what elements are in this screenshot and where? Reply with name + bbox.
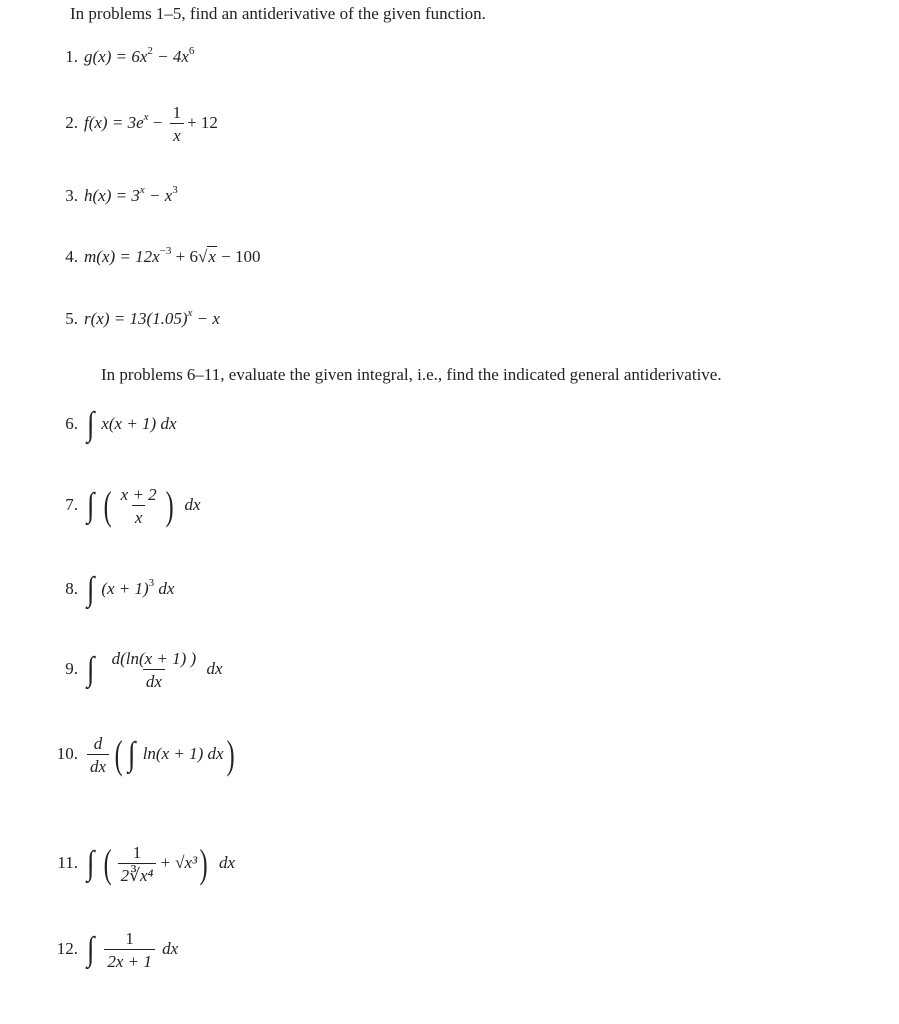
fraction: $\frac{1}{\text{2∛x⁴}}$ <box>118 844 157 884</box>
integral-sign: ∫ <box>128 736 136 773</box>
fraction: $\frac{1}{x}$ <box>170 104 185 144</box>
integral-sign: ∫ <box>86 931 95 968</box>
integral-sign: ∫ <box>86 406 95 443</box>
problem-number: 5. <box>65 309 78 328</box>
problem-11: 11. ∫ ( $\frac{1}{\text{2∛x⁴}}$ + √x³) dx <box>40 844 235 884</box>
problem-number: 8. <box>65 578 78 598</box>
problem-5: 5. $r(x) = 13(1.05)^x - x$ <box>48 310 220 327</box>
problem-4: 4. $m(x) = 12x^{-3} + 6√x - 100$ <box>48 248 260 265</box>
problem-number: 2. <box>65 112 78 132</box>
fraction: $\frac{1}{2x + 1}$ <box>104 930 155 970</box>
problem-10: 10. $\frac{d}{dx}$ ( ∫ ln(x + 1) dx) <box>40 735 237 775</box>
problem-1: 1. $g(x) = 6x^2 - 4x^6$ <box>48 48 194 65</box>
problem-8: 8. ∫ $(x + 1)^3$ dx <box>48 573 174 607</box>
problem-number: 12. <box>56 938 78 958</box>
integral-sign: ∫ <box>86 651 95 688</box>
problem-number: 9. <box>65 658 78 678</box>
problem-2: 2. $f(x) = 3e^x$ − $\frac{1}{x}$ + 12 <box>48 104 218 144</box>
integral-sign: ∫ <box>86 571 95 608</box>
problem-7: 7. ∫ ( $\frac{x + 2}{x}$ ) dx <box>48 486 201 526</box>
integral-sign: ∫ <box>86 845 95 882</box>
fraction: $\frac{x + 2}{x}$ <box>120 485 157 527</box>
problem-number: 7. <box>65 494 78 514</box>
problem-number: 1. <box>65 47 78 66</box>
problem-number: 3. <box>65 186 78 205</box>
fraction: $\frac{d}{dx}$ <box>87 735 109 775</box>
problem-9: 9. ∫ $\frac{d(\ln(x + 1) )}{dx}$ dx <box>48 650 223 690</box>
fraction: $\frac{d(\ln(x + 1) )}{dx}$ <box>111 649 197 691</box>
problem-12: 12. ∫ $\frac{1}{2x + 1}$ dx <box>40 930 178 970</box>
intro-problems-6-11: In problems 6–11, evaluate the given integral, i.e., find the indicated general antiderivative. <box>101 365 722 384</box>
problem-number: 10. <box>56 743 78 763</box>
problem-number: 11. <box>57 852 78 872</box>
integral-sign: ∫ <box>86 487 95 524</box>
problem-3: 3. $h(x) = 3^x - x^3$ <box>48 187 178 204</box>
problem-6: 6. ∫ x(x + 1) dx <box>48 408 177 442</box>
problem-number: 6. <box>65 413 78 433</box>
intro-problems-1-5: In problems 1–5, find an antiderivative of the given function. <box>70 4 486 23</box>
problem-number: 4. <box>65 247 78 266</box>
